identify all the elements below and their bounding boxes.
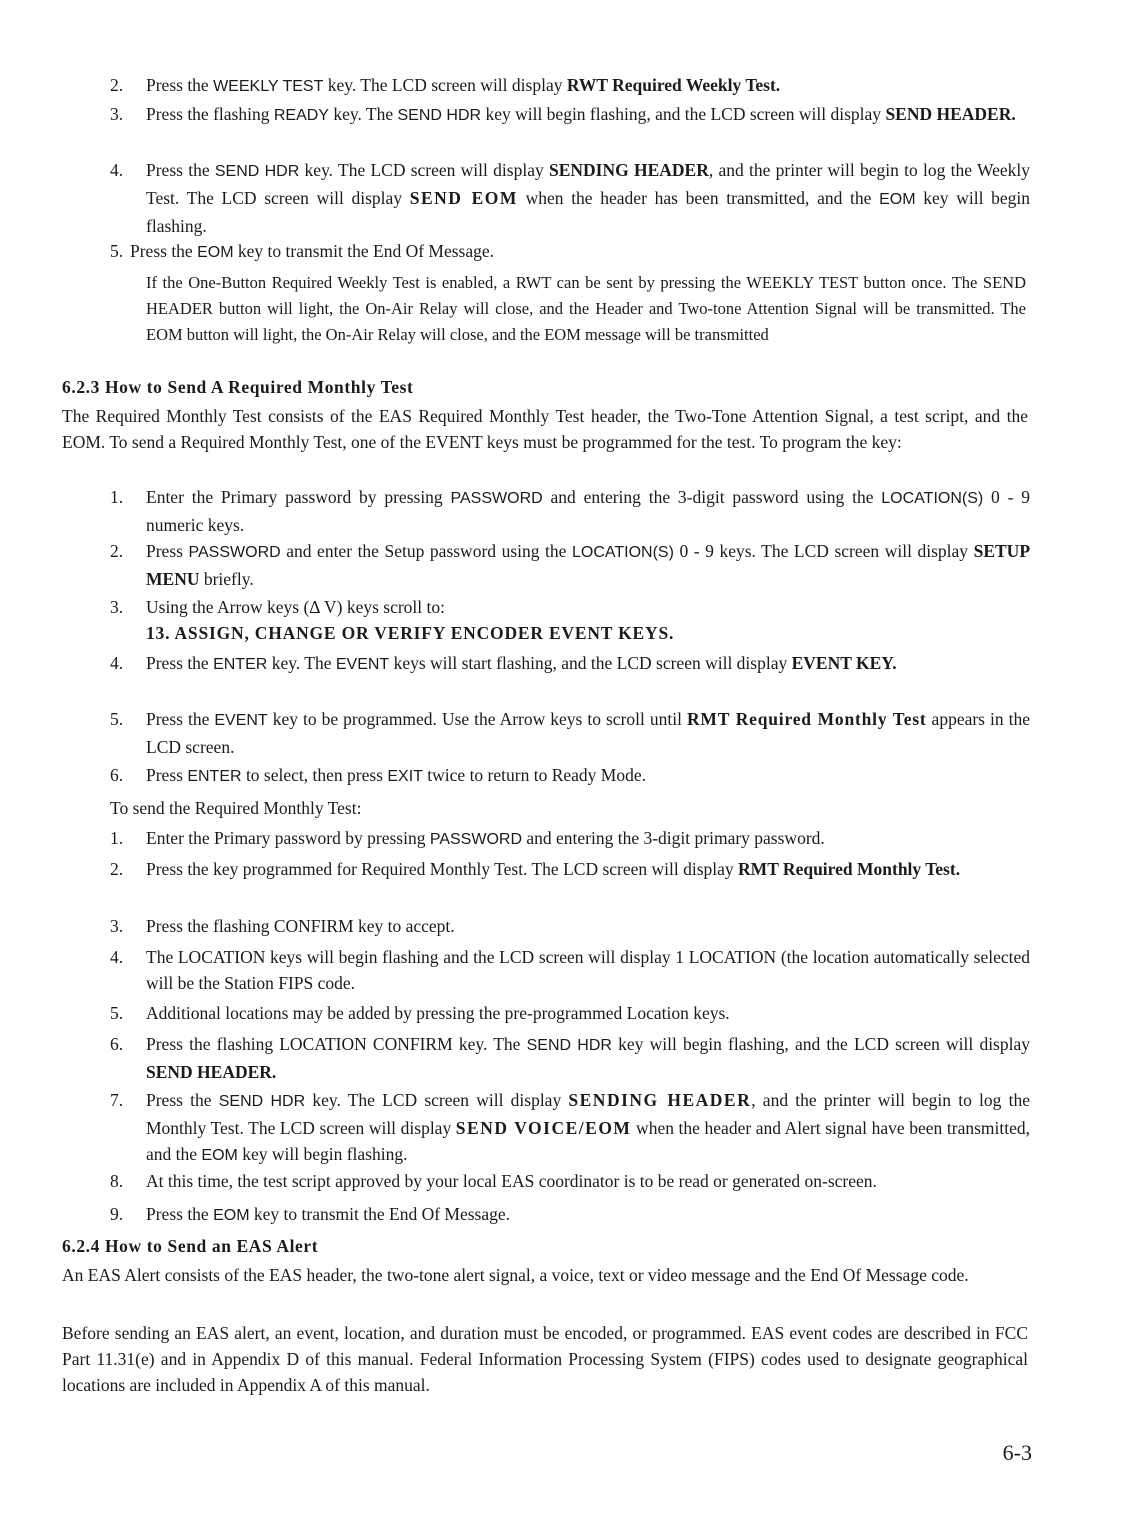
program-step-4 xyxy=(110,650,1030,678)
send-step-7 xyxy=(110,1087,1030,1169)
step-number: 3. xyxy=(110,597,124,617)
send-intro: To send the Required Monthly Test: xyxy=(110,798,362,818)
program-step-5 xyxy=(110,706,1030,760)
step-text: Press the WEEKLY TEST key. The LCD screen will display RWT Required Weekly Test. xyxy=(146,75,781,95)
step-number: 4. xyxy=(110,653,124,673)
step-text: Press the flashing LOCATION CONFIRM key. The SEND HDR key will begin flashing, and the LCD screen will display SEND HEADER. xyxy=(146,1034,1030,1082)
send-step-6 xyxy=(110,1031,1030,1085)
key-name: ENTER xyxy=(187,768,242,785)
step-number: 7. xyxy=(110,1090,124,1110)
program-step-1 xyxy=(110,484,1030,538)
section-heading-6-2-3: 6.2.3 How to Send A Required Monthly Test xyxy=(62,377,414,397)
key-name: EVENT xyxy=(214,712,268,729)
section-heading-6-2-4: 6.2.4 How to Send an EAS Alert xyxy=(62,1236,319,1256)
step-number: 6. xyxy=(110,1034,124,1054)
key-name: PASSWORD xyxy=(429,831,522,848)
step-number: 4. xyxy=(110,160,124,180)
key-name: SEND HDR xyxy=(218,1093,306,1110)
key-name: SEND HDR xyxy=(397,107,482,124)
step-text: Press the key programmed for Required Monthly Test. The LCD screen will display RMT Required Monthly Test. xyxy=(146,859,961,879)
step-number: 2. xyxy=(110,541,124,561)
lcd-text: SEND EOM xyxy=(409,188,518,208)
step-number: 5. xyxy=(110,241,124,261)
lcd-text: SEND VOICE/EOM xyxy=(455,1118,632,1138)
step-number: 1. xyxy=(110,828,124,848)
lcd-text: SEND HEADER. xyxy=(885,104,1016,124)
step-number: 1. xyxy=(110,487,124,507)
step-text: Using the Arrow keys (Δ V) keys scroll to: 13. ASSIGN, CHANGE OR VERIFY ENCODER EVENT KEYS. xyxy=(146,597,675,643)
step-text: Enter the Primary password by pressing PASSWORD and entering the 3-digit password using the LOCATION(S) 0 - 9 numeric keys. xyxy=(146,487,1031,535)
weekly-step-2 xyxy=(110,72,1030,100)
lcd-text: RMT Required Monthly Test xyxy=(686,709,927,729)
send-step-4 xyxy=(110,944,1030,996)
rmt-intro-paragraph: The Required Monthly Test consists of the EAS Required Monthly Test header, the Two-Tone Attention Signal, a test script, and the EOM. To send a Required Monthly Test, one of the EVENT keys must be programmed for the test. To program the key: xyxy=(62,406,1028,452)
step-number: 2. xyxy=(110,75,124,95)
step-text: Press the SEND HDR key. The LCD screen will display SENDING HEADER, and the printer will begin to log the Monthly Test. The LCD screen will display SEND VOICE/EOM when the header and Alert signal have been transmitted, and the EOM key will begin flashing. xyxy=(146,1090,1030,1164)
step-text: Additional locations may be added by pressing the pre-programmed Location keys. xyxy=(146,1003,730,1023)
weekly-step-3 xyxy=(110,101,1030,129)
send-step-8 xyxy=(110,1168,1030,1194)
lcd-text: SEND HEADER. xyxy=(146,1062,277,1082)
key-name: SEND HDR xyxy=(214,163,300,180)
step-text: Press the SEND HDR key. The LCD screen will display SENDING HEADER, and the printer will begin to log the Weekly Test. The LCD screen will display SEND EOM when the header has been transmitted, and the EOM key will begin flashing. xyxy=(146,160,1031,236)
step-number: 5. xyxy=(110,1003,124,1023)
key-name: EVENT xyxy=(335,656,390,673)
key-name: SEND HDR xyxy=(526,1037,612,1054)
step-number: 8. xyxy=(110,1171,124,1191)
step-text: Press PASSWORD and enter the Setup password using the LOCATION(S) 0 - 9 keys. The LCD screen will display SETUP MENU briefly. xyxy=(146,541,1031,589)
step-text: The LOCATION keys will begin flashing and the LCD screen will display 1 LOCATION (the location automatically selected will be the Station FIPS code. xyxy=(146,947,1030,993)
step-number: 3. xyxy=(110,104,124,124)
step-text: Press ENTER to select, then press EXIT twice to return to Ready Mode. xyxy=(146,765,646,785)
key-name: EOM xyxy=(879,191,916,208)
weekly-step-5 xyxy=(110,238,1030,266)
step-text: Press the ENTER key. The EVENT keys will start flashing, and the LCD screen will display EVENT KEY. xyxy=(146,653,897,673)
step-text: Press the EOM key to transmit the End Of Message. xyxy=(130,241,495,261)
key-name: ENTER xyxy=(213,656,268,673)
step-text: Press the flashing READY key. The SEND HDR key will begin flashing, and the LCD screen will display SEND HEADER. xyxy=(146,104,1016,124)
lcd-text: SENDING HEADER xyxy=(548,160,709,180)
step-text: At this time, the test script approved by your local EAS coordinator is to be read or generated on-screen. xyxy=(146,1171,877,1191)
one-button-note: If the One-Button Required Weekly Test is enabled, a RWT can be sent by pressing the WEEKLY TEST button once. The SEND HEADER button will light, the On-Air Relay will close, and the Header and Two-tone Attention Signal will be transmitted. The EOM button will light, the On-Air Relay will close, and the EOM message will be transmitted xyxy=(146,273,1026,344)
lcd-text: SENDING HEADER xyxy=(568,1090,752,1110)
step-number: 2. xyxy=(110,859,124,879)
send-step-1 xyxy=(110,825,1030,853)
step-number: 9. xyxy=(110,1204,124,1224)
lcd-text: RMT Required Monthly Test. xyxy=(738,859,961,879)
program-step-2 xyxy=(110,538,1030,592)
key-name: PASSWORD xyxy=(450,490,543,507)
key-name: PASSWORD xyxy=(188,544,281,561)
step-text: Press the EVENT key to be programmed. Use the Arrow keys to scroll until RMT Required Monthly Test appears in the LCD screen. xyxy=(146,709,1031,757)
key-name: LOCATION(S) xyxy=(572,544,674,561)
key-name: LOCATION(S) xyxy=(881,490,984,507)
step-text: Press the EOM key to transmit the End Of Message. xyxy=(146,1204,511,1224)
lcd-text: EVENT KEY. xyxy=(791,653,897,673)
step-number: 4. xyxy=(110,947,124,967)
key-name: EOM xyxy=(201,1147,238,1164)
send-step-3 xyxy=(110,913,1030,939)
eas-alert-paragraph-2: Before sending an EAS alert, an event, location, and duration must be encoded, or programmed. EAS event codes are described in FCC Part 11.31(e) and in Appendix D of this manual. Federal Information Processing System (FIPS) codes used to designate geographical locations are included in Appendix A of this manual. xyxy=(62,1323,1028,1395)
send-step-2 xyxy=(110,856,1030,882)
lcd-text: RWT Required Weekly Test. xyxy=(566,75,781,95)
step-number: 5. xyxy=(110,709,124,729)
step-number: 6. xyxy=(110,765,124,785)
key-name: EXIT xyxy=(387,768,423,785)
step-number: 3. xyxy=(110,916,124,936)
step-text: Enter the Primary password by pressing PASSWORD and entering the 3-digit primary password. xyxy=(146,828,825,848)
weekly-step-4 xyxy=(110,157,1030,239)
program-step-3 xyxy=(110,594,1030,646)
lcd-text: SETUP MENU xyxy=(146,541,1031,589)
send-step-5 xyxy=(110,1000,1030,1026)
step-text: Press the flashing CONFIRM key to accept. xyxy=(146,916,455,936)
page-number: 6-3 xyxy=(1002,1440,1032,1465)
key-name: WEEKLY TEST xyxy=(213,78,324,95)
menu-item-text: 13. ASSIGN, CHANGE OR VERIFY ENCODER EVENT KEYS. xyxy=(146,623,675,643)
program-step-6 xyxy=(110,762,1030,790)
eas-alert-paragraph-1: An EAS Alert consists of the EAS header, the two-tone alert signal, a voice, text or video message and the End Of Message code. xyxy=(62,1265,969,1285)
key-name: EOM xyxy=(197,244,234,261)
key-name: EOM xyxy=(213,1207,250,1224)
key-name: READY xyxy=(273,107,329,124)
send-step-9 xyxy=(110,1201,1030,1229)
